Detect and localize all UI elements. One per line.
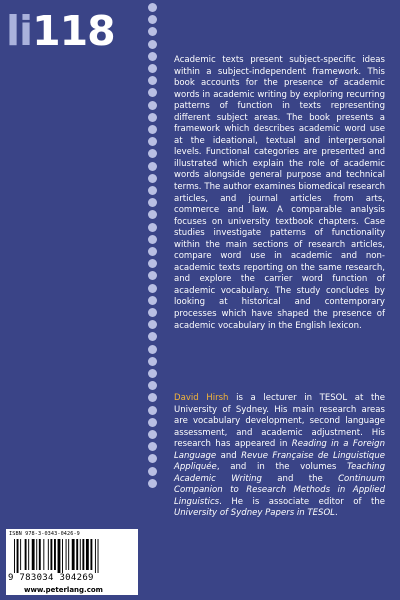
barcode-bar: [32, 539, 35, 570]
barcode-bar: [66, 539, 67, 570]
decorative-dot: [148, 308, 157, 317]
decorative-dot: [148, 52, 157, 61]
decorative-dot: [148, 454, 157, 463]
decorative-dot: [148, 393, 157, 402]
barcode-bar: [54, 539, 56, 570]
publisher-url: www.peterlang.com: [24, 586, 103, 594]
decorative-dot: [148, 467, 157, 476]
bio-text: is a lecturer in TESOL at the University of Sydney. His main research areas are vocabulary development, second language assessment, and academic adjustment. His research has appeared in: [174, 393, 385, 450]
barcode-bar: [58, 539, 61, 573]
decorative-dot: [148, 27, 157, 36]
decorative-dot-column: [148, 3, 158, 491]
author-bio: [174, 393, 385, 520]
journal-title: University of Sydney Papers in TESOL: [174, 508, 335, 519]
barcode-bar: [25, 539, 27, 570]
barcode-number: 9 783034 304269: [8, 573, 94, 583]
decorative-dot: [148, 149, 157, 158]
decorative-dot: [148, 76, 157, 85]
decorative-dot: [148, 406, 157, 415]
barcode-bar: [95, 539, 96, 573]
decorative-dot: [148, 125, 157, 134]
decorative-dot: [148, 332, 157, 341]
decorative-dot: [148, 186, 157, 195]
isbn-text: ISBN 978-3-0343-0426-9: [9, 531, 80, 537]
barcode-bar: [76, 539, 78, 570]
bio-text: . He is associate editor of the: [219, 496, 385, 507]
book-blurb: Academic texts present subject-specific ideas within a subject-independent framework. This book accounts for the presence of academic words in academic writing by exploring recurring patterns of function in texts representing different subject areas. The book presents a framework which describes academic word use at the ideational, textual and interpersonal levels. Functional categories are presented and illustrated which explain the role of academic words alongside general purpose and technical terms. The author examines biomedical research articles, and journal articles from arts, commerce and law. A comparable analysis focuses on university textbook chapters. Case studies investigate patterns of functionality within the main sections of research articles, compare word use in academic and non-academic texts reporting on the same research, and explore the carrier word function of academic vocabulary. The study concludes by looking at historical and contemporary processes which have shaped the presence of academic vocabulary in the English lexicon.: [174, 55, 385, 331]
decorative-dot: [148, 381, 157, 390]
decorative-dot: [148, 296, 157, 305]
decorative-dot: [148, 247, 157, 256]
decorative-dot: [148, 210, 157, 219]
barcode-bar: [86, 539, 89, 570]
decorative-dot: [148, 271, 157, 280]
series-number: 118: [32, 7, 115, 55]
decorative-dot: [148, 198, 157, 207]
decorative-dot: [148, 357, 157, 366]
decorative-dot: [148, 15, 157, 24]
series-logo: [6, 8, 115, 54]
barcode-bar: [82, 539, 84, 570]
barcode-bar: [68, 539, 69, 570]
decorative-dot: [148, 479, 157, 488]
decorative-dot: [148, 3, 157, 12]
barcode-image: [14, 539, 130, 573]
barcode-bar: [14, 539, 15, 573]
decorative-dot: [148, 235, 157, 244]
barcode-label: [6, 529, 138, 595]
barcode-bar: [17, 539, 19, 573]
journal-title: Revue Française de Linguistique Appliquée: [174, 450, 386, 473]
barcode-bar: [72, 539, 75, 570]
barcode-bar: [62, 539, 63, 573]
decorative-dot: [148, 259, 157, 268]
series-prefix: li: [6, 7, 33, 55]
journal-title: Reading in a Foreign Language: [174, 439, 385, 461]
decorative-dot: [148, 284, 157, 293]
decorative-dot: [148, 369, 157, 378]
bio-text: , and in the volumes: [216, 462, 347, 473]
barcode-bar: [36, 539, 37, 570]
barcode-bar: [50, 539, 52, 570]
decorative-dot: [148, 418, 157, 427]
author-name: David Hirsh: [174, 393, 229, 403]
barcode-bar: [28, 539, 29, 570]
barcode-bar: [39, 539, 41, 570]
barcode-bar: [43, 539, 44, 570]
decorative-dot: [148, 442, 157, 451]
decorative-dot: [148, 162, 157, 171]
decorative-dot: [148, 101, 157, 110]
bio-text: and: [216, 450, 242, 461]
decorative-dot: [148, 137, 157, 146]
book-title: Teaching Academic Writing: [174, 462, 385, 484]
decorative-dot: [148, 345, 157, 354]
decorative-dot: [148, 113, 157, 122]
book-title: Continuum Companion to Research Methods in Applied Linguistics: [174, 473, 385, 507]
decorative-dot: [148, 320, 157, 329]
barcode-bar: [90, 539, 92, 570]
barcode-bar: [48, 539, 49, 570]
decorative-dot: [148, 174, 157, 183]
barcode-bar: [20, 539, 21, 570]
decorative-dot: [148, 88, 157, 97]
bio-text: .: [334, 508, 338, 519]
decorative-dot: [148, 430, 157, 439]
barcode-bar: [80, 539, 81, 570]
decorative-dot: [148, 40, 157, 49]
bio-text: and the: [261, 473, 339, 484]
barcode-bar: [98, 539, 99, 573]
decorative-dot: [148, 223, 157, 232]
decorative-dot: [148, 64, 157, 73]
